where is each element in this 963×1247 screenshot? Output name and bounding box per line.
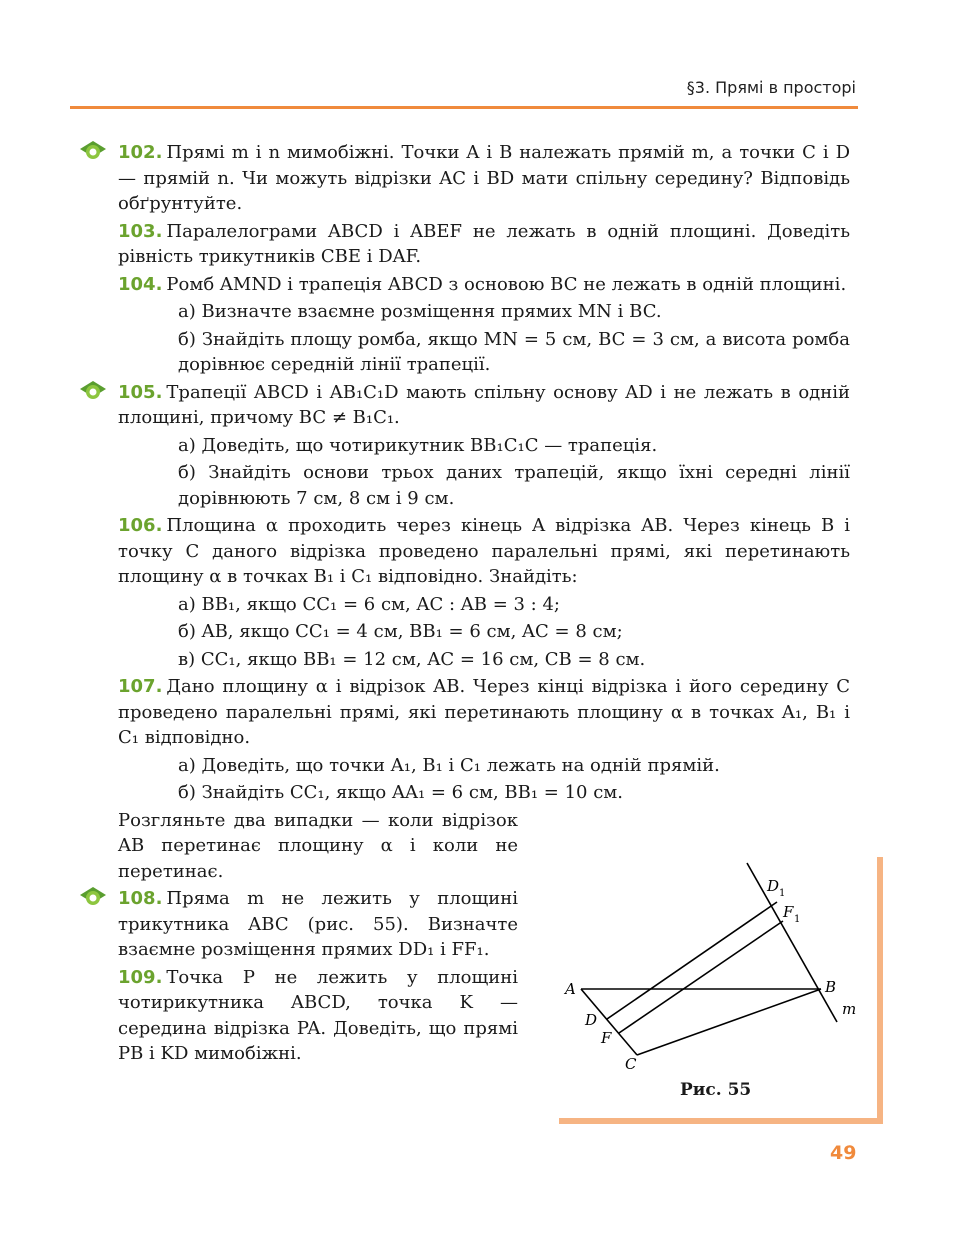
problem-text: Ромб AMND і трапеція ABCD з основою BC не лежать в одній площині. [166, 273, 847, 295]
problem-107-continuation: Розгляньте два випадки — коли відрізок AB перетинає площину α і коли не перетинає. [118, 809, 518, 882]
problem-102 [118, 140, 850, 217]
problem-104-a: а) Визначте взаємне розміщення прямих MN і BC. [178, 301, 662, 322]
problem-106-c: в) CC₁, якщо BB₁ = 12 см, AC = 16 см, CB = 8 см. [178, 648, 646, 670]
problem-107-a: а) Доведіть, що точки A₁, B₁ і C₁ лежать на одній прямій. [178, 754, 720, 776]
label-f1-subscript: 1 [794, 914, 801, 925]
label-d: D [585, 1011, 598, 1029]
problem-103 [118, 219, 850, 270]
problem-106-b: б) AB, якщо CC₁ = 4 см, BB₁ = 6 см, AC = 8 см; [178, 621, 623, 642]
segment-dd1 [607, 902, 777, 1019]
problem-text: Прямі m і n мимобіжні. Точки A і B належать прямій m, а точки C і D — прямій n. Чи можуть відрізки AC і BD мати спільну середину? Відповідь обґрунтуйте. [118, 142, 850, 214]
problem-105 [118, 380, 850, 431]
label-d1-subscript: 1 [779, 888, 786, 899]
label-c: C [625, 1055, 637, 1073]
problem-104 [118, 272, 850, 298]
figure-caption: Рис. 55 [680, 1080, 752, 1100]
problem-text: Паралелограми ABCD і ABEF не лежать в одній площині. Доведіть рівність трикутників CBE і DAF. [118, 220, 850, 267]
problem-number: 107. [118, 676, 163, 697]
problem-106-a: а) BB₁, якщо CC₁ = 6 см, AC : AB = 3 : 4; [178, 593, 560, 615]
problem-number: 106. [118, 515, 163, 536]
figure-55-diagram [559, 857, 877, 1087]
problem-number: 102. [118, 142, 163, 163]
problem-text: Площина α проходить через кінець A відрізка AB. Через кінець B і точку C даного відрізка проведено паралельні прямі, які перетинають площину α в точках B₁ і C₁ відповідно. Знайдіть: [118, 515, 850, 587]
label-m: m [842, 1000, 857, 1018]
problem-text: Пряма m не лежить у площині трикутника ABC (рис. 55). Визначте взаємне розміщення прямих DD₁ і FF₁. [118, 888, 518, 960]
page-number: 49 [830, 1142, 857, 1164]
problem-105-b: б) Знайдіть основи трьох даних трапецій, якщо їхні середні лінії дорівнюють 7 см, 8 см і 9 см. [178, 462, 850, 509]
problem-104-b: б) Знайдіть площу ромба, якщо MN = 5 см, BC = 3 см, а висота ромба дорівнює середній лінії трапеції. [178, 328, 850, 375]
label-d1: D [767, 877, 780, 895]
graduation-cap-icon [78, 884, 108, 910]
label-f: F [601, 1029, 612, 1047]
label-b: B [825, 978, 837, 996]
problem-109 [118, 965, 518, 1067]
problem-text: Точка P не лежить у площині чотирикутника ABCD, точка K — середина відрізка PA. Доведіть, що прямі PB і KD мимобіжні. [118, 966, 518, 1064]
problem-105-a: а) Доведіть, що чотирикутник BB₁C₁C — трапеція. [178, 434, 658, 456]
problem-106 [118, 513, 850, 590]
label-f1: F [783, 903, 794, 921]
segment-ff1 [619, 921, 783, 1033]
section-title: §3. Прямі в просторі [686, 78, 856, 97]
problem-108 [118, 886, 518, 963]
graduation-cap-icon [78, 378, 108, 404]
problem-number: 105. [118, 381, 163, 403]
problem-text: Дано площину α і відрізок AB. Через кінці відрізка і його середину C проведено паралельні прямі, які перетинають площину α в точках A₁, B₁ і C₁ відповідно. [118, 676, 850, 748]
page-header [70, 78, 858, 109]
line-m [747, 863, 837, 1022]
problem-number: 109. [118, 966, 163, 988]
problem-text: Трапеції ABCD і AB₁C₁D мають спільну основу AD і не лежать в одній площині, причому BC ≠ B₁C₁. [118, 381, 850, 428]
problem-number: 103. [118, 220, 163, 242]
graduation-cap-icon [78, 138, 108, 164]
label-a: A [565, 980, 576, 998]
problem-107-b: б) Знайдіть CC₁, якщо AA₁ = 6 см, BB₁ = 10 см. [178, 782, 624, 803]
problem-107 [118, 674, 850, 751]
segment-bc [637, 989, 821, 1055]
problem-number: 108. [118, 888, 163, 909]
problem-number: 104. [118, 273, 163, 295]
